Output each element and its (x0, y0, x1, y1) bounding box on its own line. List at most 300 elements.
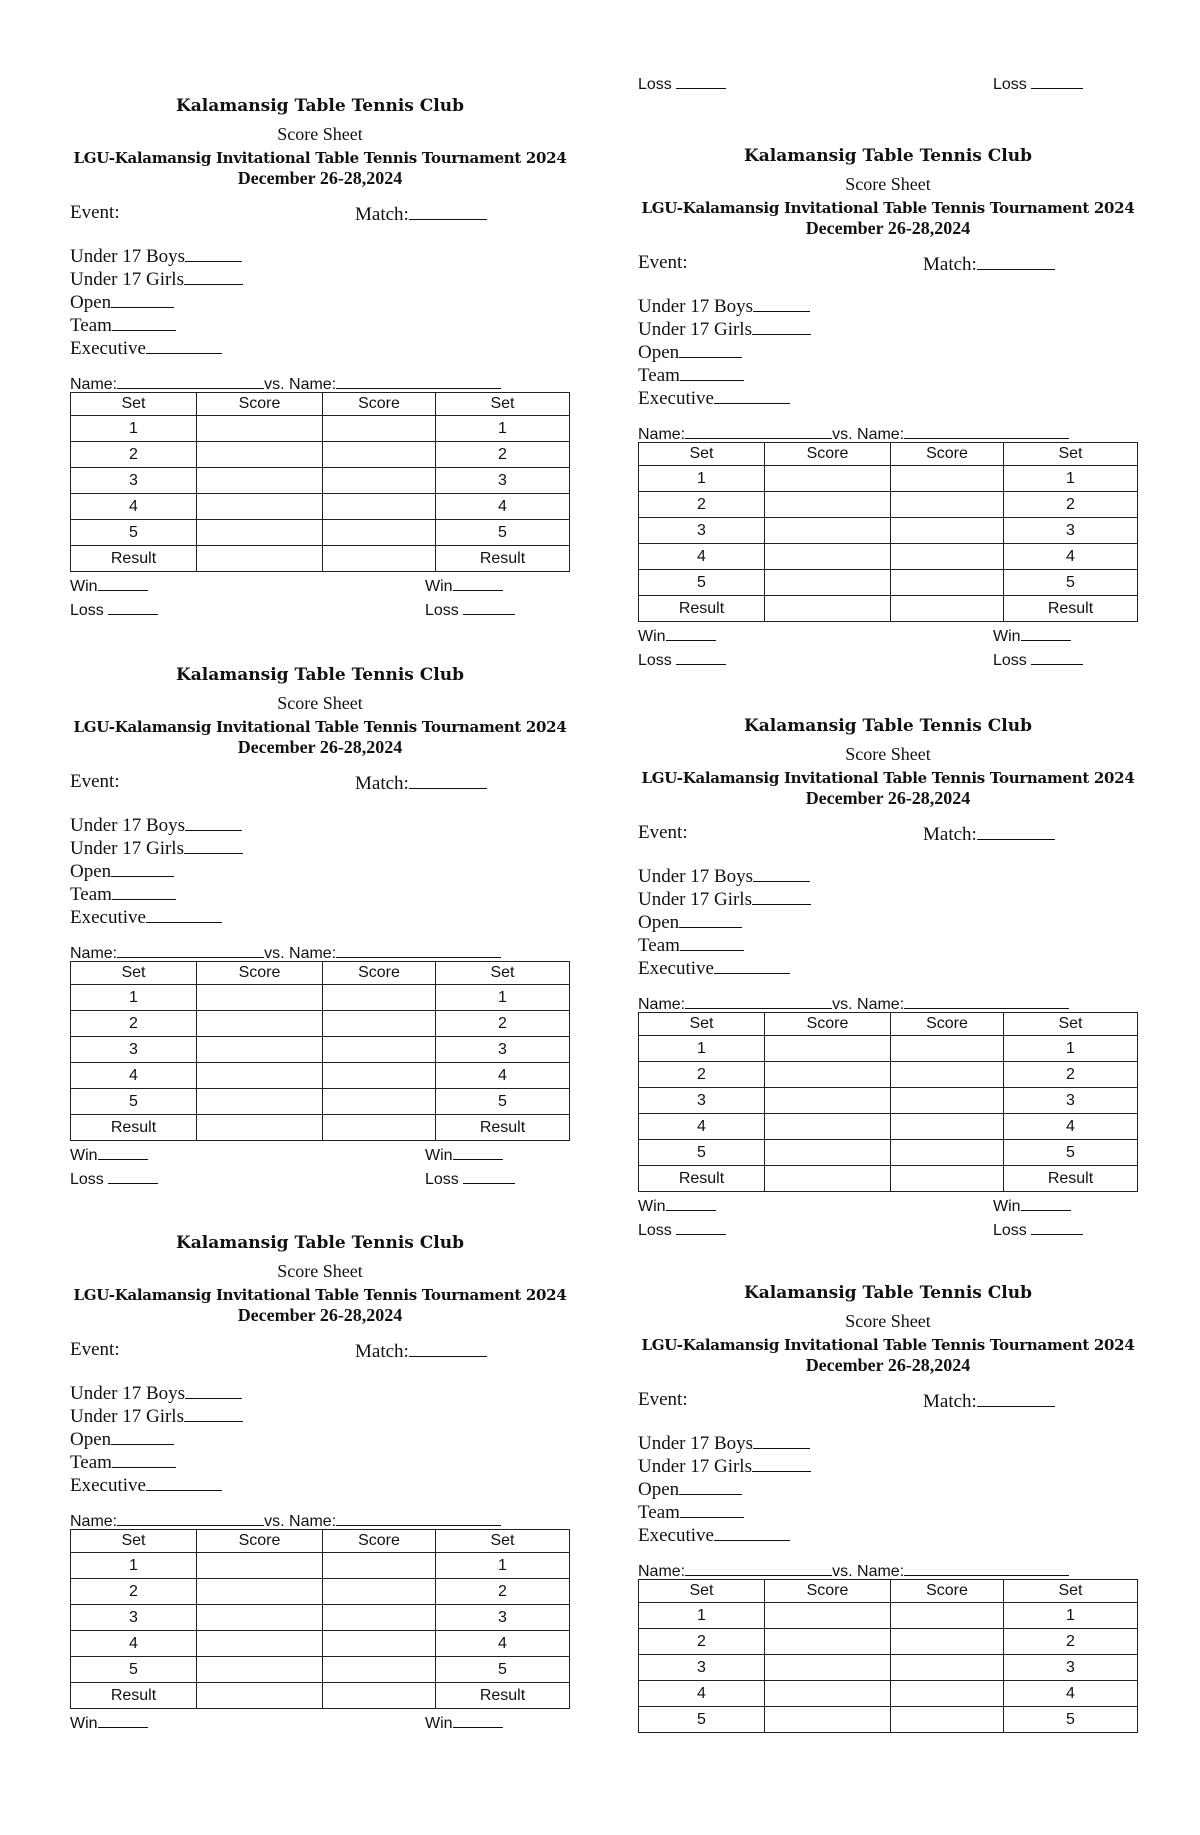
score-cell[interactable] (323, 442, 436, 468)
score-cell[interactable] (197, 1089, 323, 1115)
table-row (71, 1063, 570, 1089)
player1-name-blank[interactable] (117, 939, 264, 958)
category-blank[interactable] (146, 335, 222, 354)
win-blank[interactable] (98, 1709, 148, 1728)
set-header: Set (639, 1013, 765, 1036)
loss-blank[interactable] (676, 70, 726, 89)
category-blank[interactable] (184, 1403, 243, 1422)
match-label: Match: (923, 254, 977, 275)
set-number: 4 (1004, 544, 1138, 570)
result-label: Result (436, 546, 570, 572)
score-sheet (70, 93, 570, 620)
score-table-header (639, 443, 1138, 466)
category-list (638, 293, 1138, 408)
score-cell[interactable] (323, 1553, 436, 1579)
table-row (639, 518, 1138, 544)
player2-name-blank[interactable] (336, 370, 501, 389)
category-blank[interactable] (112, 1449, 176, 1468)
score-cell[interactable] (891, 544, 1004, 570)
score-cell[interactable] (323, 1115, 436, 1141)
score-cell[interactable] (765, 1088, 891, 1114)
score-cell[interactable] (323, 546, 436, 572)
category-executive: Executive (638, 385, 1138, 408)
score-cell[interactable] (197, 520, 323, 546)
set-number: 5 (639, 1140, 765, 1166)
score-table-header (71, 962, 570, 985)
score-cell[interactable] (891, 466, 1004, 492)
loss-label: Loss (638, 652, 672, 669)
loss-label: Loss (425, 1171, 459, 1188)
set-number: 3 (436, 1037, 570, 1063)
result-label: Result (639, 1166, 765, 1192)
set-number: 3 (436, 1605, 570, 1631)
set-number: 3 (639, 1655, 765, 1681)
category-under17-boys: Under 17 Boys (70, 812, 570, 835)
category-blank[interactable] (753, 863, 810, 882)
score-cell[interactable] (323, 1657, 436, 1683)
score-header: Score (323, 962, 436, 985)
category-under17-girls: Under 17 Girls (638, 316, 1138, 339)
category-blank[interactable] (111, 289, 174, 308)
score-cell[interactable] (197, 1579, 323, 1605)
loss-row (638, 1216, 1138, 1240)
category-blank[interactable] (714, 385, 790, 404)
score-table-header (639, 1580, 1138, 1603)
sheet-subtitle: Score Sheet (277, 693, 363, 713)
loss-label: Loss (993, 1222, 1027, 1239)
category-blank[interactable] (752, 1453, 811, 1472)
table-row (639, 1062, 1138, 1088)
set-number: 4 (71, 1631, 197, 1657)
table-row (71, 520, 570, 546)
category-team: Team (70, 1449, 570, 1472)
set-number: 1 (1004, 1603, 1138, 1629)
win-blank[interactable] (453, 1709, 503, 1728)
score-cell[interactable] (765, 1036, 891, 1062)
table-row (639, 1603, 1138, 1629)
score-cell[interactable] (765, 1114, 891, 1140)
club-title: Kalamansig Table Tennis Club (176, 96, 464, 116)
player2-name-blank[interactable] (336, 939, 501, 958)
loss-label: Loss (425, 602, 459, 619)
score-cell[interactable] (891, 1114, 1004, 1140)
category-blank[interactable] (185, 812, 242, 831)
score-cell[interactable] (891, 1062, 1004, 1088)
win-blank[interactable] (666, 622, 716, 641)
score-cell[interactable] (197, 1115, 323, 1141)
table-row (639, 1114, 1138, 1140)
result-row (639, 596, 1138, 622)
score-cell[interactable] (891, 1707, 1004, 1733)
score-header: Score (765, 443, 891, 466)
tournament-dates: December 26-28,2024 (805, 218, 971, 238)
category-blank[interactable] (112, 312, 176, 331)
category-blank[interactable] (752, 316, 811, 335)
score-cell[interactable] (197, 1631, 323, 1657)
set-number: 4 (71, 1063, 197, 1089)
score-cell[interactable] (323, 520, 436, 546)
win-row (638, 1192, 1138, 1216)
tournament-title: LGU-Kalamansig Invitational Table Tennis Tournament 2024 (73, 1286, 567, 1304)
set-number: 5 (639, 570, 765, 596)
tournament-title: LGU-Kalamansig Invitational Table Tennis Tournament 2024 (73, 149, 567, 167)
name-label: Name: (70, 376, 118, 393)
score-cell[interactable] (765, 1707, 891, 1733)
loss-blank[interactable] (108, 596, 158, 615)
table-row (71, 416, 570, 442)
table-row (639, 1088, 1138, 1114)
set-number: 3 (71, 1037, 197, 1063)
set-number: 2 (1004, 1629, 1138, 1655)
player1-name-blank[interactable] (685, 1557, 832, 1576)
set-number: 2 (639, 1062, 765, 1088)
score-cell[interactable] (197, 985, 323, 1011)
loss-blank[interactable] (463, 1165, 515, 1184)
score-cell[interactable] (765, 1166, 891, 1192)
match-label: Match: (355, 1341, 409, 1362)
set-number: 4 (436, 1063, 570, 1089)
name-label: Name: (638, 996, 686, 1013)
result-label: Result (71, 546, 197, 572)
event-label: Event: (638, 822, 688, 843)
category-blank[interactable] (112, 881, 176, 900)
set-number: 3 (639, 1088, 765, 1114)
score-sheet (638, 713, 1138, 1240)
loss-blank[interactable] (1031, 70, 1083, 89)
event-row (70, 770, 570, 794)
set-number: 3 (639, 518, 765, 544)
score-header: Score (323, 393, 436, 416)
set-number: 1 (436, 416, 570, 442)
score-cell[interactable] (765, 1655, 891, 1681)
score-cell[interactable] (323, 985, 436, 1011)
table-row (639, 492, 1138, 518)
result-label: Result (1004, 1166, 1138, 1192)
win-blank[interactable] (666, 1192, 716, 1211)
sheet-subtitle: Score Sheet (845, 1311, 931, 1331)
category-team: Team (70, 312, 570, 335)
score-cell[interactable] (323, 1579, 436, 1605)
match-blank[interactable] (977, 1388, 1055, 1407)
vs-name-label: vs. Name: (264, 1513, 337, 1530)
score-cell[interactable] (765, 596, 891, 622)
set-number: 5 (71, 1657, 197, 1683)
table-row (71, 985, 570, 1011)
win-label: Win (425, 578, 453, 595)
event-label: Event: (70, 771, 120, 792)
loss-label: Loss (993, 652, 1027, 669)
set-number: 2 (71, 1579, 197, 1605)
set-number: 2 (71, 442, 197, 468)
score-cell[interactable] (891, 518, 1004, 544)
event-row (638, 251, 1138, 275)
set-header: Set (71, 1530, 197, 1553)
event-label: Event: (70, 1339, 120, 1360)
category-blank[interactable] (679, 339, 742, 358)
score-cell[interactable] (765, 1603, 891, 1629)
category-open: Open (638, 339, 1138, 362)
tournament-dates: December 26-28,2024 (237, 168, 403, 188)
table-row (639, 1036, 1138, 1062)
loss-blank[interactable] (1031, 1216, 1083, 1235)
category-list (638, 863, 1138, 978)
table-row (639, 1707, 1138, 1733)
score-cell[interactable] (197, 1011, 323, 1037)
player1-name-blank[interactable] (117, 370, 264, 389)
score-header: Score (197, 1530, 323, 1553)
score-cell[interactable] (323, 1683, 436, 1709)
table-row (639, 570, 1138, 596)
category-blank[interactable] (146, 1472, 222, 1491)
sheet-subtitle: Score Sheet (845, 744, 931, 764)
category-under17-girls: Under 17 Girls (638, 1453, 1138, 1476)
set-number: 5 (1004, 570, 1138, 596)
match-blank[interactable] (977, 821, 1055, 840)
score-cell[interactable] (197, 546, 323, 572)
set-header: Set (436, 1530, 570, 1553)
set-number: 4 (639, 544, 765, 570)
club-title: Kalamansig Table Tennis Club (744, 146, 1032, 166)
score-cell[interactable] (197, 1683, 323, 1709)
category-blank[interactable] (714, 1522, 790, 1541)
score-sheet (70, 1230, 570, 1733)
table-row (639, 544, 1138, 570)
loss-blank[interactable] (676, 646, 726, 665)
category-blank[interactable] (680, 932, 744, 951)
score-cell[interactable] (323, 416, 436, 442)
category-open: Open (70, 1426, 570, 1449)
score-cell[interactable] (323, 468, 436, 494)
category-list (638, 1430, 1138, 1545)
match-label: Match: (355, 204, 409, 225)
event-row (638, 1388, 1138, 1412)
set-number: 2 (436, 1011, 570, 1037)
score-cell[interactable] (197, 1657, 323, 1683)
score-cell[interactable] (197, 1037, 323, 1063)
match-blank[interactable] (409, 1338, 487, 1357)
match-blank[interactable] (409, 770, 487, 789)
category-blank[interactable] (185, 1380, 242, 1399)
name-label: Name: (70, 945, 118, 962)
player1-name-blank[interactable] (685, 420, 832, 439)
set-header: Set (1004, 1580, 1138, 1603)
player-names-row (638, 1557, 1138, 1579)
player2-name-blank[interactable] (904, 420, 1069, 439)
score-cell[interactable] (323, 1063, 436, 1089)
loss-blank[interactable] (463, 596, 515, 615)
category-blank[interactable] (679, 1476, 742, 1495)
loss-blank[interactable] (108, 1165, 158, 1184)
set-number: 4 (71, 494, 197, 520)
score-sheet (70, 662, 570, 1189)
score-cell[interactable] (197, 442, 323, 468)
tournament-title: LGU-Kalamansig Invitational Table Tennis Tournament 2024 (641, 1336, 1135, 1354)
score-table-header (639, 1013, 1138, 1036)
score-cell[interactable] (891, 570, 1004, 596)
player-names-row (638, 990, 1138, 1012)
score-cell[interactable] (891, 1655, 1004, 1681)
category-under17-boys: Under 17 Boys (70, 1380, 570, 1403)
loss-blank[interactable] (1031, 646, 1083, 665)
score-cell[interactable] (197, 1605, 323, 1631)
win-label: Win (993, 1198, 1021, 1215)
score-header: Score (765, 1580, 891, 1603)
score-cell[interactable] (891, 1603, 1004, 1629)
event-label: Event: (638, 252, 688, 273)
score-cell[interactable] (891, 492, 1004, 518)
vs-name-label: vs. Name: (832, 996, 905, 1013)
win-row (638, 622, 1138, 646)
category-executive: Executive (70, 904, 570, 927)
category-blank[interactable] (679, 909, 742, 928)
player2-name-blank[interactable] (336, 1507, 501, 1526)
name-label: Name: (638, 1563, 686, 1580)
score-cell[interactable] (765, 1629, 891, 1655)
set-number: 3 (1004, 1088, 1138, 1114)
set-number: 4 (436, 1631, 570, 1657)
score-cell[interactable] (765, 466, 891, 492)
match-blank[interactable] (977, 251, 1055, 270)
category-blank[interactable] (185, 243, 242, 262)
score-cell[interactable] (197, 1553, 323, 1579)
event-row (70, 1338, 570, 1362)
score-cell[interactable] (197, 468, 323, 494)
table-row (639, 1629, 1138, 1655)
category-under17-boys: Under 17 Boys (638, 1430, 1138, 1453)
score-header: Score (891, 443, 1004, 466)
score-header: Score (891, 1580, 1004, 1603)
score-cell[interactable] (323, 1011, 436, 1037)
set-number: 5 (436, 1089, 570, 1115)
score-cell[interactable] (891, 1140, 1004, 1166)
score-cell[interactable] (765, 492, 891, 518)
score-cell[interactable] (891, 596, 1004, 622)
category-blank[interactable] (752, 886, 811, 905)
player-names-row (638, 420, 1138, 442)
win-blank[interactable] (1021, 622, 1071, 641)
win-label: Win (425, 1715, 453, 1732)
score-cell[interactable] (891, 1088, 1004, 1114)
result-label: Result (1004, 596, 1138, 622)
win-blank[interactable] (98, 572, 148, 591)
category-blank[interactable] (146, 904, 222, 923)
score-cell[interactable] (891, 1036, 1004, 1062)
table-row (71, 1657, 570, 1683)
player-names-row (70, 1507, 570, 1529)
set-number: 2 (639, 492, 765, 518)
table-row (71, 1605, 570, 1631)
category-under17-boys: Under 17 Boys (70, 243, 570, 266)
score-cell[interactable] (323, 1605, 436, 1631)
score-cell[interactable] (765, 1062, 891, 1088)
score-cell[interactable] (891, 1629, 1004, 1655)
score-table (70, 392, 570, 572)
set-number: 5 (436, 520, 570, 546)
tournament-dates: December 26-28,2024 (805, 1355, 971, 1375)
result-label: Result (436, 1683, 570, 1709)
score-table-header (71, 393, 570, 416)
score-cell[interactable] (323, 1089, 436, 1115)
win-label: Win (70, 1147, 98, 1164)
category-open: Open (70, 289, 570, 312)
table-row (639, 1140, 1138, 1166)
set-number: 2 (436, 1579, 570, 1605)
player1-name-blank[interactable] (117, 1507, 264, 1526)
table-row (71, 1553, 570, 1579)
score-cell[interactable] (323, 1631, 436, 1657)
score-cell[interactable] (891, 1681, 1004, 1707)
category-blank[interactable] (184, 835, 243, 854)
category-executive: Executive (638, 955, 1138, 978)
category-blank[interactable] (111, 858, 174, 877)
vs-name-label: vs. Name: (264, 376, 337, 393)
set-header: Set (639, 1580, 765, 1603)
score-cell[interactable] (197, 494, 323, 520)
set-number: 1 (1004, 1036, 1138, 1062)
score-cell[interactable] (765, 1140, 891, 1166)
category-under17-girls: Under 17 Girls (70, 1403, 570, 1426)
category-blank[interactable] (680, 362, 744, 381)
tournament-title: LGU-Kalamansig Invitational Table Tennis Tournament 2024 (641, 769, 1135, 787)
win-blank[interactable] (453, 572, 503, 591)
table-row (71, 442, 570, 468)
set-number: 3 (1004, 1655, 1138, 1681)
category-blank[interactable] (714, 955, 790, 974)
category-executive: Executive (638, 1522, 1138, 1545)
score-cell[interactable] (765, 1681, 891, 1707)
category-blank[interactable] (753, 293, 810, 312)
category-blank[interactable] (111, 1426, 174, 1445)
tournament-title: LGU-Kalamansig Invitational Table Tennis Tournament 2024 (73, 718, 567, 736)
name-label: Name: (70, 1513, 118, 1530)
win-blank[interactable] (98, 1141, 148, 1160)
set-number: 5 (71, 520, 197, 546)
match-blank[interactable] (409, 201, 487, 220)
sheet-subtitle: Score Sheet (845, 174, 931, 194)
score-cell[interactable] (197, 416, 323, 442)
score-cell[interactable] (323, 1037, 436, 1063)
player2-name-blank[interactable] (904, 990, 1069, 1009)
score-cell[interactable] (765, 518, 891, 544)
category-blank[interactable] (753, 1430, 810, 1449)
category-blank[interactable] (184, 266, 243, 285)
set-header: Set (1004, 443, 1138, 466)
set-header: Set (436, 393, 570, 416)
score-cell[interactable] (891, 1166, 1004, 1192)
player2-name-blank[interactable] (904, 1557, 1069, 1576)
loss-row (638, 646, 1138, 670)
match-label: Match: (923, 824, 977, 845)
score-cell[interactable] (323, 494, 436, 520)
result-row (639, 1166, 1138, 1192)
score-cell[interactable] (197, 1063, 323, 1089)
score-cell[interactable] (765, 570, 891, 596)
set-header: Set (71, 393, 197, 416)
loss-blank[interactable] (676, 1216, 726, 1235)
player-names-row (70, 370, 570, 392)
table-row (71, 1037, 570, 1063)
club-title: Kalamansig Table Tennis Club (744, 716, 1032, 736)
set-number: 2 (71, 1011, 197, 1037)
win-blank[interactable] (1021, 1192, 1071, 1211)
win-blank[interactable] (453, 1141, 503, 1160)
score-cell[interactable] (765, 544, 891, 570)
result-row (71, 546, 570, 572)
player1-name-blank[interactable] (685, 990, 832, 1009)
category-blank[interactable] (680, 1499, 744, 1518)
score-table-header (71, 1530, 570, 1553)
set-number: 2 (639, 1629, 765, 1655)
